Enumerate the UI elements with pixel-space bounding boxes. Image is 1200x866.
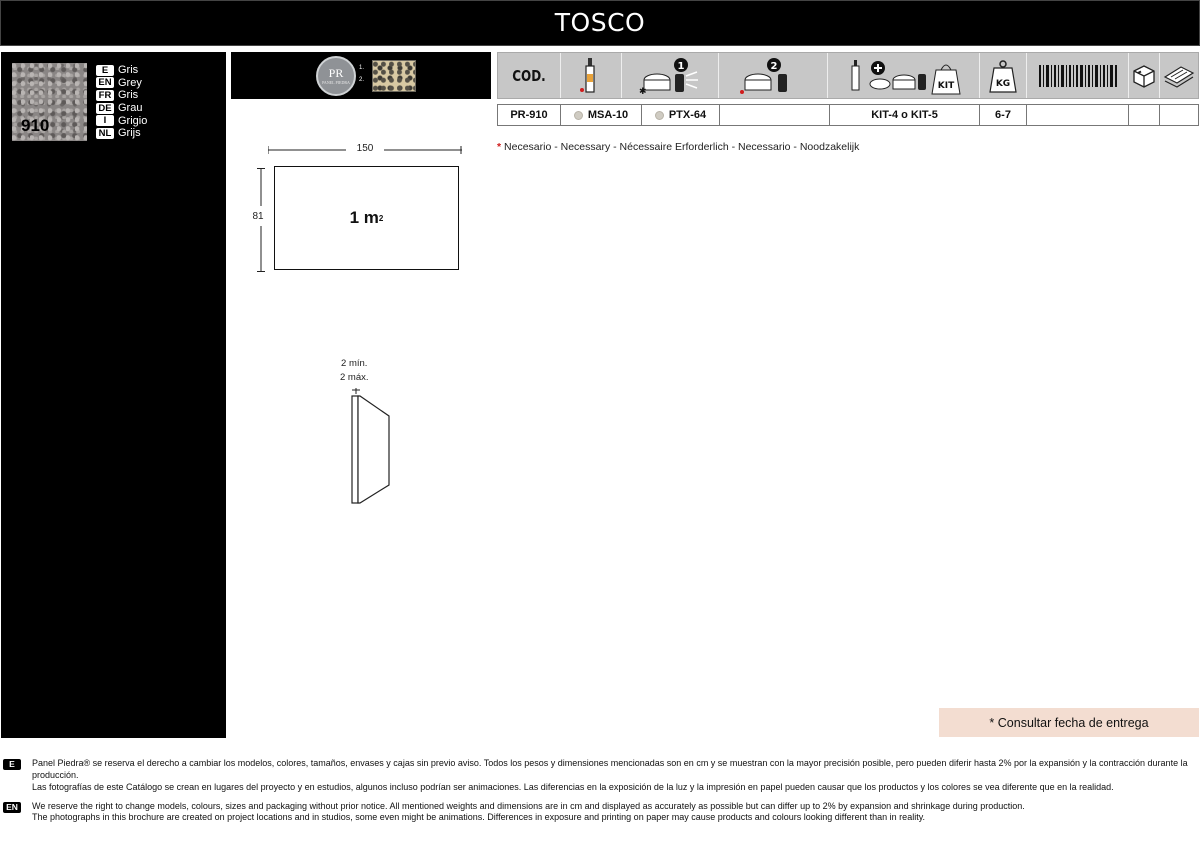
- svg-text:2: 2: [770, 60, 778, 72]
- stone-panel-icon: [372, 60, 416, 92]
- lang-badge: EN: [96, 77, 114, 88]
- thickness-max: 2 máx.: [340, 372, 369, 383]
- panel-area-rectangle: [274, 166, 459, 270]
- thickness-labels: [340, 357, 369, 385]
- color-name: Gris: [118, 89, 139, 102]
- sealant-step-1-icon: [622, 53, 719, 98]
- color-name-row: [96, 77, 147, 90]
- lang-badge: NL: [96, 128, 114, 139]
- step2-cell: [720, 105, 830, 125]
- kit-text: KIT: [937, 80, 954, 91]
- weight-cell: 6-7: [980, 105, 1027, 125]
- disclaimer-en: [0, 800, 1200, 826]
- color-name-row: [96, 114, 147, 127]
- lang-badge: E: [96, 65, 114, 76]
- swatch-code: 910: [21, 116, 50, 135]
- pr-step-2: 2.: [359, 77, 365, 83]
- lang-badge-en: EN: [3, 802, 21, 813]
- adhesive-cartridge-icon: [561, 53, 622, 98]
- adhesive-cell: [561, 105, 642, 125]
- color-name-row: [96, 89, 147, 102]
- width-value: 150: [356, 143, 374, 154]
- disclaimer-es-line2: Las fotografías de este Catálogo se crean en lugares del proyecto y en estudios, algunos incluso podrían ser animaciones. Las diferencias en la exposición de la luz y la impresión en papel pueden causar que los productos y los colores se vea diferente que en la realidad.: [32, 782, 1114, 792]
- required-star: *: [497, 141, 502, 153]
- necessary-text: Necesario - Necessary - Nécessaire Erforderlich - Necessario - Noodzakelijk: [504, 141, 860, 153]
- cod-column: [498, 53, 561, 98]
- lang-badge-es: E: [3, 759, 21, 770]
- panel-profile-drawing: [348, 388, 394, 506]
- necessary-note: [497, 141, 859, 153]
- adhesive-dot-icon: [574, 111, 583, 120]
- disclaimer-es-line1: Panel Piedra® se reserva el derecho a cambiar los modelos, colores, tamaños, envases y cajas sin previo aviso. Todos los pesos y dimensiones mencionadas son en cm y se muestran con la mayor precisión posible, pero pueden diferir hasta 2% por la expansión y la contracción durante la producción.: [32, 758, 1188, 780]
- product-sidebar: [1, 52, 226, 738]
- adhesive-code: MSA-10: [587, 109, 629, 121]
- color-name-row: [96, 102, 147, 115]
- disclaimer-en-line2: The photographs in this brochure are created on project locations and in studios, some even might be animations. Differences in exposure and printing on paper may cause products and colours looking different than in reality.: [32, 812, 926, 822]
- disclaimer-es: [0, 757, 1200, 797]
- box-cell: [1129, 105, 1160, 125]
- product-data-row: [497, 104, 1199, 126]
- lang-badge: I: [96, 115, 114, 126]
- panels-stack-icon: [1160, 53, 1198, 98]
- barcode-icon: [1027, 53, 1129, 98]
- pr-logo-subtext: PANEL PIEDRA: [322, 80, 350, 85]
- cod-label: COD.: [512, 66, 546, 85]
- color-name: Grau: [118, 102, 143, 115]
- thickness-min: 2 mín.: [341, 358, 368, 369]
- box-icon: [1129, 53, 1160, 98]
- color-name-row: [96, 127, 147, 140]
- color-name: Grijs: [118, 127, 141, 140]
- color-name: Gris: [118, 64, 139, 77]
- barcode-cell: [1027, 105, 1129, 125]
- area-unit: 2: [378, 213, 384, 223]
- pr-logo-text: PR: [328, 66, 344, 80]
- svg-text:✱: ✱: [639, 86, 647, 96]
- sealant-code: PTX-64: [668, 109, 707, 121]
- pr-steps: [359, 62, 364, 86]
- svg-text:1: 1: [677, 60, 685, 72]
- height-value: 81: [252, 211, 264, 222]
- area-label: 1 m: [349, 208, 379, 227]
- icon-header-bar: [497, 52, 1199, 99]
- delivery-note: * Consultar fecha de entrega: [939, 708, 1199, 737]
- kit-icon: [828, 53, 980, 98]
- units-cell: [1160, 105, 1198, 125]
- disclaimer-en-line1: We reserve the right to change models, colours, sizes and packaging without prior notice. All mentioned weights and dimensions are in cm and displayed as accurately as possible but can differ up to 2% by expansion and shrinkage during production.: [32, 801, 1025, 811]
- color-name: Grey: [118, 76, 142, 89]
- sealant-step-2-icon: [719, 53, 828, 98]
- lang-badge: DE: [96, 103, 114, 114]
- lang-badge: FR: [96, 90, 114, 101]
- color-names: [96, 64, 147, 140]
- panel-badge: [231, 52, 491, 99]
- page-title: TOSCO: [554, 8, 646, 37]
- pr-step-1: 1.: [359, 65, 365, 71]
- kit-cell: KIT-4 o KIT-5: [830, 105, 980, 125]
- code-cell: PR-910: [498, 105, 561, 125]
- weight-text: KG: [995, 78, 1011, 89]
- sealant-dot-icon: [655, 111, 664, 120]
- pr-logo-icon: [316, 56, 356, 96]
- title-bar: [0, 0, 1200, 46]
- color-name: Grigio: [118, 114, 148, 127]
- color-name-row: [96, 64, 147, 77]
- weight-kg-icon: [980, 53, 1027, 98]
- sealant-cell: [642, 105, 720, 125]
